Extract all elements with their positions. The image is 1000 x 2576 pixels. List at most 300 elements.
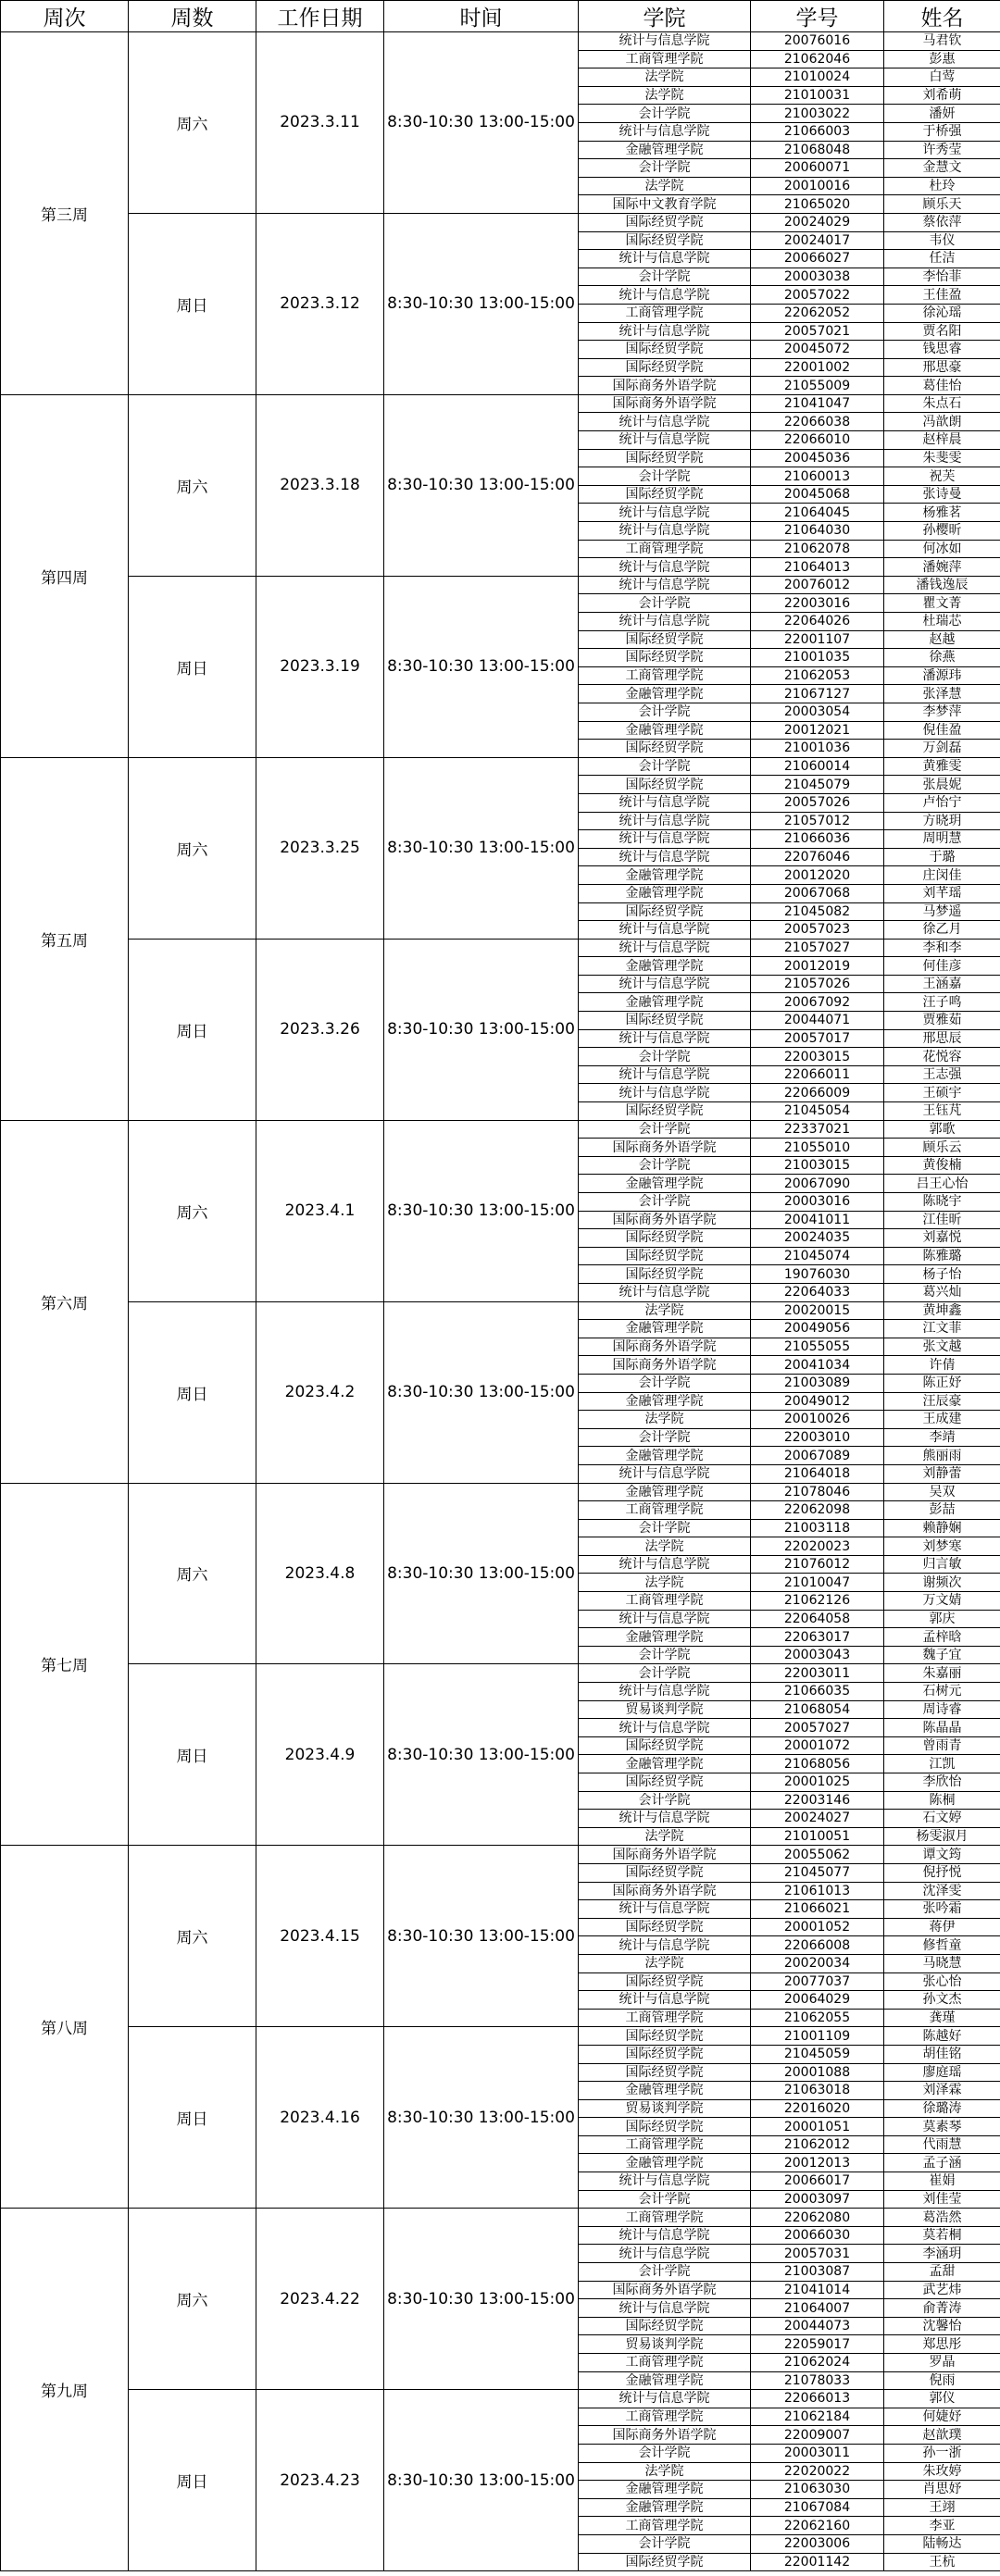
week-cell: 第八周 [1,1846,129,2209]
college-cell: 统计与信息学院 [579,286,751,305]
name-cell: 徐沁瑶 [884,304,1000,322]
student-id-cell: 22009007 [751,2426,884,2445]
name-cell: 于璐 [884,848,1000,866]
name-cell: 杜瑞芯 [884,613,1000,631]
name-cell: 徐璐涛 [884,2099,1000,2118]
student-id-cell: 21066035 [751,1683,884,1701]
student-id-cell: 22066010 [751,431,884,450]
time-cell: 8:30-10:30 13:00-15:00 [384,1301,579,1483]
college-cell: 统计与信息学院 [579,613,751,631]
college-cell: 统计与信息学院 [579,1991,751,2010]
student-id-cell: 21057027 [751,939,884,957]
student-id-cell: 22062098 [751,1501,884,1520]
student-id-cell: 22003011 [751,1664,884,1683]
college-cell: 工商管理学院 [579,2209,751,2227]
college-cell: 工商管理学院 [579,2009,751,2027]
date-cell: 2023.3.18 [256,394,384,576]
college-cell: 国际经贸学院 [579,231,751,250]
college-cell: 会计学院 [579,703,751,721]
student-id-cell: 20049056 [751,1320,884,1338]
student-id-cell: 20067090 [751,1175,884,1193]
college-cell: 统计与信息学院 [579,1810,751,1828]
student-id-cell: 21041047 [751,394,884,413]
name-cell: 廖庭瑶 [884,2063,1000,2082]
name-cell: 何佳彦 [884,957,1000,976]
college-cell: 会计学院 [579,467,751,486]
college-cell: 法学院 [579,1301,751,1320]
name-cell: 莫素琴 [884,2118,1000,2136]
week-cell: 第三周 [1,32,129,395]
time-cell: 8:30-10:30 13:00-15:00 [384,2209,579,2390]
name-cell: 谢频次 [884,1574,1000,1592]
name-cell: 黄雅雯 [884,757,1000,776]
time-cell: 8:30-10:30 13:00-15:00 [384,1846,579,2027]
college-cell: 会计学院 [579,1374,751,1392]
name-cell: 何婕妤 [884,2408,1000,2426]
name-cell: 李涵玥 [884,2245,1000,2263]
header-week: 周次 [1,1,129,32]
college-cell: 统计与信息学院 [579,322,751,341]
student-id-cell: 22066008 [751,1936,884,1955]
college-cell: 工商管理学院 [579,666,751,685]
date-cell: 2023.3.12 [256,213,384,394]
college-cell: 法学院 [579,1411,751,1429]
day-cell: 周日 [129,576,256,757]
name-cell: 刘静蕾 [884,1464,1000,1483]
name-cell: 王涵嘉 [884,975,1000,993]
student-id-cell: 20077037 [751,1972,884,1991]
college-cell: 国际商务外语学院 [579,1338,751,1356]
college-cell: 会计学院 [579,2190,751,2209]
student-id-cell: 21045054 [751,1102,884,1121]
college-cell: 国际经贸学院 [579,1012,751,1030]
student-id-cell: 21062126 [751,1592,884,1611]
name-cell: 魏子宜 [884,1646,1000,1664]
college-cell: 工商管理学院 [579,1501,751,1520]
student-id-cell: 20044071 [751,1012,884,1030]
week-cell: 第六周 [1,1120,129,1483]
student-id-cell: 20012020 [751,866,884,885]
student-id-cell: 21060013 [751,467,884,486]
college-cell: 会计学院 [579,1193,751,1212]
college-cell: 国际经贸学院 [579,2027,751,2046]
student-id-cell: 22020023 [751,1537,884,1556]
college-cell: 会计学院 [579,1664,751,1683]
header-student-id: 学号 [751,1,884,32]
time-cell: 8:30-10:30 13:00-15:00 [384,2027,579,2209]
table-row [1,1483,1000,1501]
name-cell: 于桥强 [884,122,1000,141]
name-cell: 卢怡宁 [884,793,1000,812]
time-cell: 8:30-10:30 13:00-15:00 [384,2390,579,2571]
student-id-cell: 22066013 [751,2390,884,2408]
college-cell: 会计学院 [579,1048,751,1066]
student-id-cell: 21057026 [751,975,884,993]
college-cell: 统计与信息学院 [579,939,751,957]
name-cell: 杨子怡 [884,1265,1000,1284]
student-id-cell: 20020015 [751,1301,884,1320]
date-cell: 2023.3.26 [256,939,384,1120]
student-id-cell: 21064030 [751,522,884,541]
name-cell: 代雨慧 [884,2135,1000,2154]
college-cell: 国际经贸学院 [579,1773,751,1792]
student-id-cell: 21062012 [751,2135,884,2154]
table-row [1,32,1000,51]
name-cell: 沈馨怡 [884,2317,1000,2335]
college-cell: 统计与信息学院 [579,1029,751,1048]
college-cell: 金融管理学院 [579,884,751,902]
name-cell: 莫若桐 [884,2226,1000,2245]
college-cell: 统计与信息学院 [579,558,751,577]
name-cell: 郭仪 [884,2390,1000,2408]
time-cell: 8:30-10:30 13:00-15:00 [384,1664,579,1846]
student-id-cell: 20001088 [751,2063,884,2082]
name-cell: 郭歌 [884,1120,1000,1139]
college-cell: 工商管理学院 [579,540,751,558]
name-cell: 修哲童 [884,1936,1000,1955]
student-id-cell: 20001051 [751,2118,884,2136]
day-cell: 周六 [129,394,256,576]
name-cell: 赵梓晨 [884,431,1000,450]
table-row [1,2209,1000,2227]
student-id-cell: 22064058 [751,1610,884,1628]
college-cell: 金融管理学院 [579,2082,751,2100]
college-cell: 国际经贸学院 [579,213,751,231]
header-date: 工作日期 [256,1,384,32]
student-id-cell: 21068054 [751,1700,884,1719]
college-cell: 国际经贸学院 [579,2063,751,2082]
student-id-cell: 21067084 [751,2498,884,2517]
college-cell: 会计学院 [579,1156,751,1175]
student-id-cell: 21010047 [751,1574,884,1592]
name-cell: 陈晶晶 [884,1719,1000,1737]
student-id-cell: 21055055 [751,1338,884,1356]
name-cell: 归言敏 [884,1555,1000,1574]
college-cell: 会计学院 [579,159,751,178]
student-id-cell: 20057021 [751,322,884,341]
name-cell: 张泽慧 [884,685,1000,703]
name-cell: 贾名阳 [884,322,1000,341]
college-cell: 统计与信息学院 [579,1900,751,1919]
name-cell: 任洁 [884,250,1000,268]
college-cell: 国际经贸学院 [579,2118,751,2136]
student-id-cell: 20060071 [751,159,884,178]
name-cell: 龚瑾 [884,2009,1000,2027]
table-row [1,1664,1000,1683]
student-id-cell: 22003010 [751,1428,884,1447]
college-cell: 法学院 [579,1537,751,1556]
student-id-cell: 21003089 [751,1374,884,1392]
name-cell: 蒋伊 [884,1918,1000,1936]
name-cell: 江佳昕 [884,1211,1000,1229]
student-id-cell: 21068056 [751,1755,884,1773]
college-cell: 法学院 [579,1827,751,1846]
name-cell: 刘希萌 [884,86,1000,105]
college-cell: 国际经贸学院 [579,649,751,667]
college-cell: 国际经贸学院 [579,1972,751,1991]
date-cell: 2023.4.2 [256,1301,384,1483]
student-id-cell: 20003016 [751,1193,884,1212]
student-id-cell: 20024027 [751,1810,884,1828]
name-cell: 张诗曼 [884,485,1000,504]
date-cell: 2023.3.25 [256,757,384,939]
student-id-cell: 21001036 [751,740,884,758]
name-cell: 潘妍 [884,105,1000,123]
name-cell: 刘泽霖 [884,2082,1000,2100]
name-cell: 武艺炜 [884,2281,1000,2299]
college-cell: 统计与信息学院 [579,1084,751,1102]
student-id-cell: 21062053 [751,666,884,685]
day-cell: 周日 [129,939,256,1120]
student-id-cell: 20041011 [751,1211,884,1229]
student-id-cell: 21064045 [751,504,884,522]
student-id-cell: 22062080 [751,2209,884,2227]
college-cell: 国际商务外语学院 [579,1139,751,1157]
time-cell: 8:30-10:30 13:00-15:00 [384,32,579,214]
date-cell: 2023.4.8 [256,1483,384,1664]
student-id-cell: 20001072 [751,1736,884,1755]
college-cell: 统计与信息学院 [579,975,751,993]
name-cell: 张心怡 [884,1972,1000,1991]
student-id-cell: 21055010 [751,1139,884,1157]
name-cell: 陈正妤 [884,1374,1000,1392]
college-cell: 工商管理学院 [579,1592,751,1611]
name-cell: 刘嘉悦 [884,1229,1000,1248]
student-id-cell: 20066017 [751,2172,884,2191]
name-cell: 赵歆璞 [884,2426,1000,2445]
name-cell: 罗晶 [884,2354,1000,2372]
student-id-cell: 20057027 [751,1719,884,1737]
name-cell: 庄闵佳 [884,866,1000,885]
college-cell: 国际经贸学院 [579,1265,751,1284]
name-cell: 白莺 [884,68,1000,87]
name-cell: 金慧文 [884,159,1000,178]
name-cell: 李亚 [884,2517,1000,2535]
student-id-cell: 21055009 [751,377,884,395]
college-cell: 国际商务外语学院 [579,1846,751,1864]
name-cell: 瞿文菁 [884,594,1000,613]
name-cell: 蔡依萍 [884,213,1000,231]
week-cell: 第四周 [1,394,129,757]
college-cell: 法学院 [579,1954,751,1972]
date-cell: 2023.4.15 [256,1846,384,2027]
student-id-cell: 20001025 [751,1773,884,1792]
name-cell: 邢思豪 [884,358,1000,377]
name-cell: 张晨妮 [884,776,1000,794]
name-cell: 汪辰豪 [884,1392,1000,1411]
student-id-cell: 21064018 [751,1464,884,1483]
day-cell: 周日 [129,1664,256,1846]
week-cell: 第七周 [1,1483,129,1846]
student-id-cell: 21061013 [751,1882,884,1900]
college-cell: 国际经贸学院 [579,1229,751,1248]
name-cell: 李梦萍 [884,703,1000,721]
name-cell: 孟子涵 [884,2154,1000,2172]
student-id-cell: 21045059 [751,2045,884,2063]
student-id-cell: 21064013 [751,558,884,577]
day-cell: 周日 [129,213,256,394]
student-id-cell: 21064007 [751,2299,884,2318]
college-cell: 会计学院 [579,2263,751,2282]
college-cell: 金融管理学院 [579,2481,751,2499]
time-cell: 8:30-10:30 13:00-15:00 [384,394,579,576]
student-id-cell: 20057023 [751,921,884,940]
name-cell: 郑思彤 [884,2335,1000,2354]
table-row [1,2027,1000,2046]
table-row [1,1301,1000,1320]
college-cell: 金融管理学院 [579,866,751,885]
college-cell: 统计与信息学院 [579,848,751,866]
college-cell: 金融管理学院 [579,2498,751,2517]
name-cell: 潘源玮 [884,666,1000,685]
student-id-cell: 20012013 [751,2154,884,2172]
student-id-cell: 20057022 [751,286,884,305]
header-college: 学院 [579,1,751,32]
student-id-cell: 20020034 [751,1954,884,1972]
name-cell: 周明慧 [884,830,1000,849]
college-cell: 统计与信息学院 [579,431,751,450]
college-cell: 贸易谈判学院 [579,2335,751,2354]
college-cell: 国际中文教育学院 [579,195,751,214]
name-cell: 孙樱昕 [884,522,1000,541]
student-id-cell: 21041014 [751,2281,884,2299]
name-cell: 肖思妤 [884,2481,1000,2499]
name-cell: 刘芊瑶 [884,884,1000,902]
name-cell: 钱思睿 [884,341,1000,359]
name-cell: 孟甜 [884,2263,1000,2282]
student-id-cell: 20066027 [751,250,884,268]
day-cell: 周日 [129,2390,256,2571]
student-id-cell: 20076012 [751,576,884,594]
college-cell: 金融管理学院 [579,2154,751,2172]
schedule-body [1,32,1000,2571]
name-cell: 李怡菲 [884,268,1000,286]
student-id-cell: 22020022 [751,2462,884,2481]
name-cell: 李和李 [884,939,1000,957]
college-cell: 国际商务外语学院 [579,1356,751,1375]
name-cell: 孟梓晗 [884,1628,1000,1647]
student-id-cell: 21057012 [751,812,884,830]
name-cell: 韦仪 [884,231,1000,250]
student-id-cell: 21045077 [751,1863,884,1882]
day-cell: 周六 [129,1846,256,2027]
student-id-cell: 20045072 [751,341,884,359]
college-cell: 国际经贸学院 [579,1918,751,1936]
college-cell: 会计学院 [579,757,751,776]
student-id-cell: 20057026 [751,793,884,812]
college-cell: 金融管理学院 [579,1755,751,1773]
name-cell: 汪子鸣 [884,993,1000,1012]
name-cell: 吕王心怡 [884,1175,1000,1193]
student-id-cell: 22063017 [751,1628,884,1647]
college-cell: 统计与信息学院 [579,812,751,830]
student-id-cell: 21062078 [751,540,884,558]
student-id-cell: 20024035 [751,1229,884,1248]
name-cell: 杜玲 [884,177,1000,195]
student-id-cell: 20067068 [751,884,884,902]
name-cell: 陈桐 [884,1791,1000,1810]
student-id-cell: 20024029 [751,213,884,231]
college-cell: 统计与信息学院 [579,1683,751,1701]
student-id-cell: 22003006 [751,2534,884,2553]
student-id-cell: 20045068 [751,485,884,504]
name-cell: 张吟霜 [884,1900,1000,1919]
name-cell: 徐燕 [884,649,1000,667]
student-id-cell: 20041034 [751,1356,884,1375]
day-cell: 周六 [129,1120,256,1301]
college-cell: 金融管理学院 [579,1175,751,1193]
student-id-cell: 20049012 [751,1392,884,1411]
student-id-cell: 20024017 [751,231,884,250]
name-cell: 倪雨 [884,2371,1000,2390]
header-day: 周数 [129,1,256,32]
table-row [1,576,1000,594]
college-cell: 统计与信息学院 [579,122,751,141]
college-cell: 贸易谈判学院 [579,1700,751,1719]
college-cell: 贸易谈判学院 [579,2099,751,2118]
date-cell: 2023.4.1 [256,1120,384,1301]
student-id-cell: 22003015 [751,1048,884,1066]
student-id-cell: 22016020 [751,2099,884,2118]
college-cell: 国际经贸学院 [579,1102,751,1121]
college-cell: 国际商务外语学院 [579,394,751,413]
name-cell: 万剑磊 [884,740,1000,758]
name-cell: 葛浩然 [884,2209,1000,2227]
name-cell: 江凯 [884,1755,1000,1773]
college-cell: 统计与信息学院 [579,1610,751,1628]
college-cell: 统计与信息学院 [579,522,751,541]
student-id-cell: 21010051 [751,1827,884,1846]
college-cell: 金融管理学院 [579,1392,751,1411]
student-id-cell: 21066036 [751,830,884,849]
date-cell: 2023.4.23 [256,2390,384,2571]
college-cell: 统计与信息学院 [579,921,751,940]
header-time: 时间 [384,1,579,32]
name-cell: 陈雅璐 [884,1247,1000,1265]
student-id-cell: 21078033 [751,2371,884,2390]
student-id-cell: 21001035 [751,649,884,667]
day-cell: 周六 [129,32,256,214]
student-id-cell: 21066003 [751,122,884,141]
college-cell: 金融管理学院 [579,957,751,976]
college-cell: 工商管理学院 [579,2517,751,2535]
student-id-cell: 20003097 [751,2190,884,2209]
table-row [1,394,1000,413]
college-cell: 统计与信息学院 [579,413,751,431]
college-cell: 金融管理学院 [579,1447,751,1465]
name-cell: 杨雯淑月 [884,1827,1000,1846]
name-cell: 郭庆 [884,1610,1000,1628]
name-cell: 马梦遥 [884,902,1000,921]
student-id-cell: 21010031 [751,86,884,105]
name-cell: 倪抒悦 [884,1863,1000,1882]
table-row [1,1120,1000,1139]
student-id-cell: 21003015 [751,1156,884,1175]
college-cell: 统计与信息学院 [579,2172,751,2191]
name-cell: 王钰芃 [884,1102,1000,1121]
student-id-cell: 20012019 [751,957,884,976]
student-id-cell: 21076012 [751,1555,884,1574]
student-id-cell: 22003016 [751,594,884,613]
student-id-cell: 22059017 [751,2335,884,2354]
college-cell: 国际经贸学院 [579,2317,751,2335]
student-id-cell: 21003022 [751,105,884,123]
college-cell: 法学院 [579,68,751,87]
college-cell: 金融管理学院 [579,2371,751,2390]
college-cell: 法学院 [579,86,751,105]
name-cell: 邢思辰 [884,1029,1000,1048]
college-cell: 法学院 [579,1574,751,1592]
